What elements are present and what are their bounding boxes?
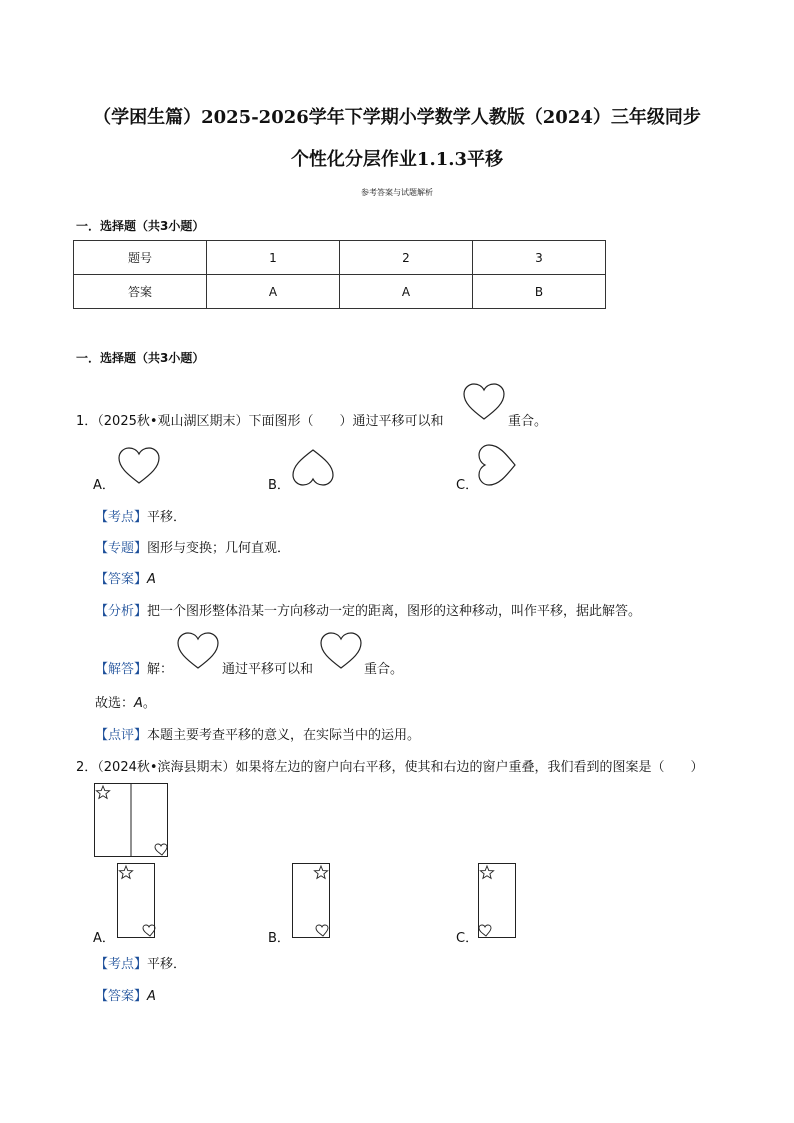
answer-table	[73, 240, 606, 309]
heart-icon	[462, 383, 506, 423]
option-b-label[interactable]: B．	[268, 478, 290, 493]
daan-text: A	[147, 572, 156, 587]
table-cell: 3	[473, 241, 606, 275]
q1-kaodian	[95, 506, 186, 525]
kaodian-text: 平移．	[147, 957, 187, 972]
zhuanti-text: 图形与变换；几何直观．	[147, 541, 291, 556]
table-header-cell: 答案	[74, 275, 207, 309]
upside-down-heart-icon[interactable]	[291, 446, 335, 486]
kaodian-tag: 【考点】	[95, 957, 148, 972]
dianping-tag: 【点评】	[95, 728, 148, 743]
window-figure	[94, 783, 168, 857]
option-a-label[interactable]: A．	[93, 478, 115, 493]
question-1-stem-text: 1．（2025秋•观山湖区期末）下面图形（ ）通过平移可以和	[76, 414, 444, 429]
star-icon	[96, 786, 109, 798]
table-row	[74, 275, 606, 309]
heart-icon[interactable]	[117, 447, 161, 487]
jieda-tag: 【解答】	[95, 662, 148, 677]
table-cell: A	[340, 275, 473, 309]
small-heart-icon	[155, 844, 167, 855]
kaodian-text: 平移．	[147, 510, 187, 525]
guxuan-answer: A	[134, 696, 143, 711]
star-icon	[314, 866, 327, 878]
question-1-stem-end: 重合。	[508, 414, 548, 429]
guxuan-end: 。	[142, 696, 156, 711]
section-title: 一．选择题（共3小题）	[76, 219, 205, 233]
table-row	[74, 241, 606, 275]
question-2-stem: 2．（2024秋•滨海县期末）如果将左边的窗户向右平移，使其和右边的窗户重叠，我们看到的图案是（ ）	[76, 760, 704, 775]
daan-text: A	[147, 989, 156, 1004]
guxuan-text: 故选：	[95, 696, 135, 711]
option-a-label[interactable]: A．	[93, 931, 115, 946]
document-subtitle: 参考答案与试题解析	[361, 188, 433, 197]
fenxi-text: 把一个图形整体沿某一方向移动一定的距离，图形的这种移动，叫作平移，据此解答。	[147, 604, 642, 619]
document-title-line2: 个性化分层作业1.1.3平移	[290, 149, 504, 170]
table-cell: B	[473, 275, 606, 309]
q1-fenxi	[95, 600, 641, 619]
rotated-heart-icon[interactable]	[476, 443, 518, 487]
daan-tag: 【答案】	[95, 572, 148, 587]
window-option-a[interactable]	[117, 863, 155, 938]
kaodian-tag: 【考点】	[95, 510, 148, 525]
question-1-stem	[76, 410, 444, 429]
dianping-text: 本题主要考查平移的意义，在实际当中的运用。	[147, 728, 421, 743]
window-option-b[interactable]	[292, 863, 330, 938]
document-title-line1: （学困生篇）2025-2026学年下学期小学数学人教版（2024）三年级同步	[93, 107, 701, 128]
q2-daan	[95, 985, 156, 1004]
small-heart-icon	[479, 925, 491, 936]
table-cell: A	[207, 275, 340, 309]
small-heart-icon	[143, 925, 155, 936]
heart-icon	[176, 632, 220, 672]
jieda-text: 解：	[147, 662, 174, 677]
q1-jieda	[95, 658, 173, 677]
q2-kaodian	[95, 953, 186, 972]
daan-tag: 【答案】	[95, 989, 148, 1004]
section-title: 一．选择题（共3小题）	[76, 351, 205, 365]
heart-icon	[319, 632, 363, 672]
table-cell: 1	[207, 241, 340, 275]
q1-zhuanti	[95, 537, 290, 556]
q1-guxuan	[95, 692, 156, 711]
zhuanti-tag: 【专题】	[95, 541, 148, 556]
window-option-c[interactable]	[478, 863, 516, 938]
jieda-text-3: 重合。	[364, 662, 404, 677]
jieda-text-2: 通过平移可以和	[222, 662, 314, 677]
table-cell: 2	[340, 241, 473, 275]
option-c-label[interactable]: C．	[456, 478, 479, 493]
star-icon	[480, 866, 493, 878]
q1-daan	[95, 568, 156, 587]
fenxi-tag: 【分析】	[95, 604, 148, 619]
star-icon	[119, 866, 132, 878]
option-b-label[interactable]: B．	[268, 931, 290, 946]
q1-dianping	[95, 724, 420, 743]
small-heart-icon	[316, 925, 328, 936]
option-c-label[interactable]: C．	[456, 931, 479, 946]
table-header-cell: 题号	[74, 241, 207, 275]
